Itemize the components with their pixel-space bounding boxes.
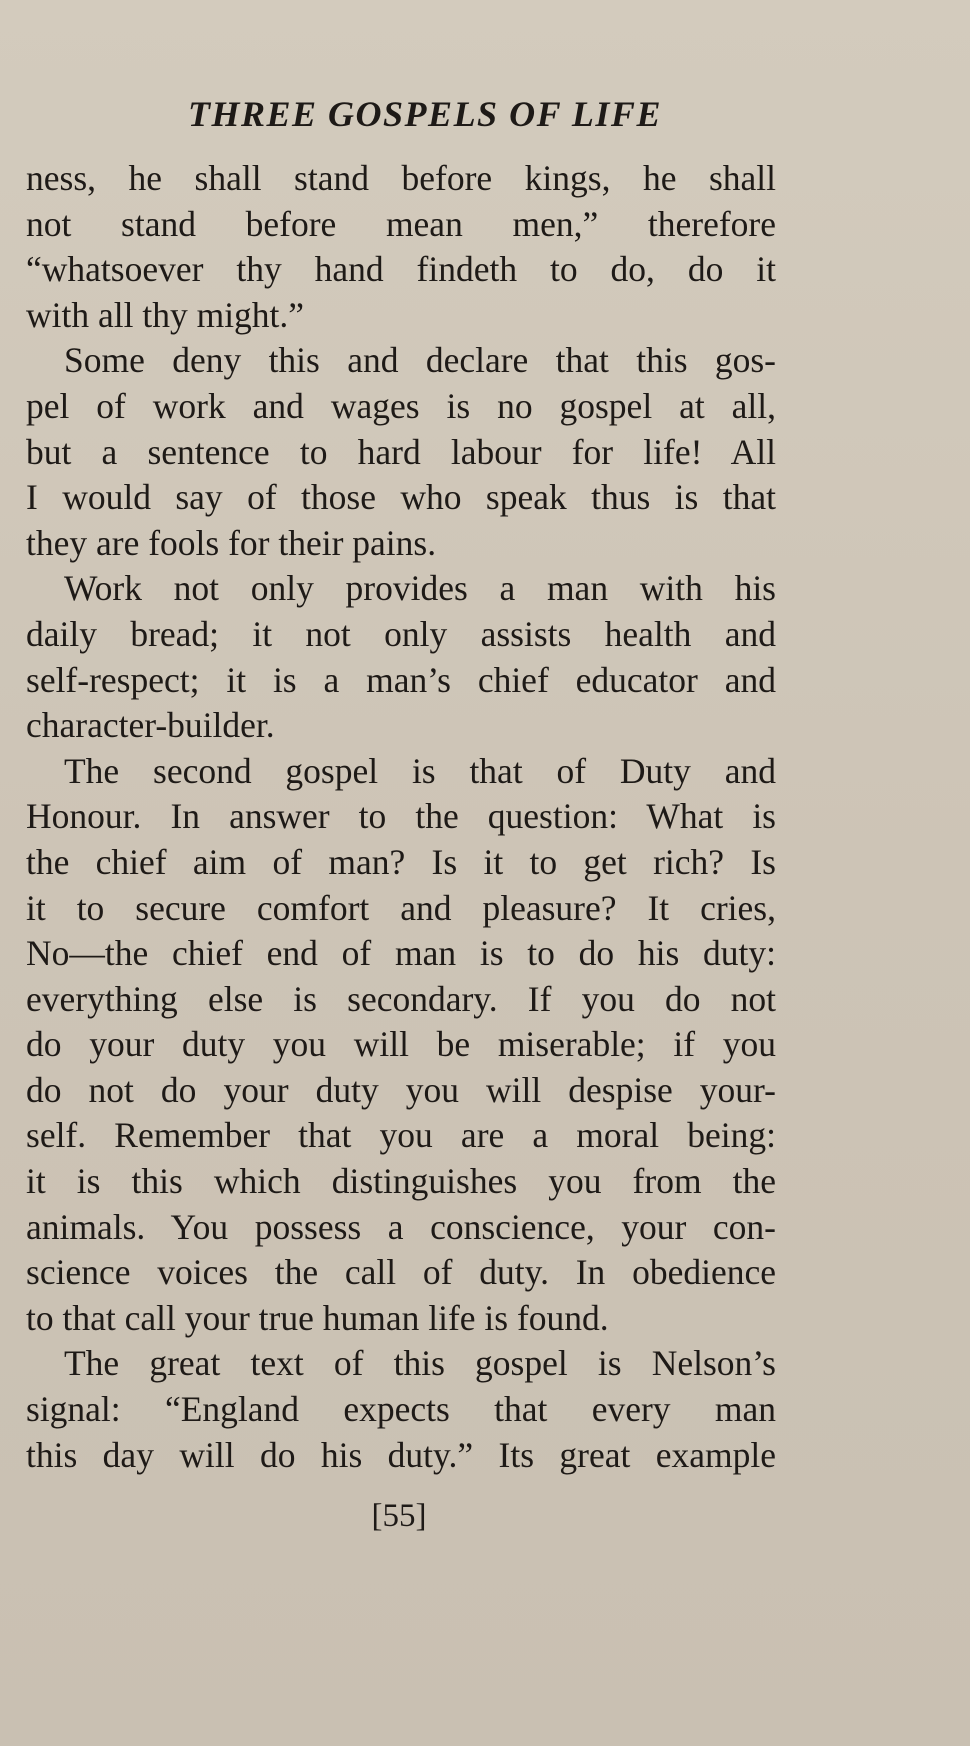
text-line: but a sentence to hard labour for life! All: [26, 431, 776, 472]
text-line: The great text of this gospel is Nelson’s: [64, 1343, 776, 1384]
text-line: character-builder.: [26, 705, 275, 746]
text-line: it is this which distinguishes you from the: [26, 1161, 776, 1202]
text-line: it to secure comfort and pleasure? It cries,: [26, 887, 776, 928]
text-line: they are fools for their pains.: [26, 522, 437, 563]
text-line: do not do your duty you will despise your-: [26, 1069, 776, 1110]
text-line: daily bread; it not only assists health and: [26, 613, 776, 654]
text-line: Some deny this and declare that this gos-: [64, 340, 776, 381]
text-line: The second gospel is that of Duty and: [64, 750, 776, 791]
running-head: THREE GOSPELS OF LIFE: [188, 94, 662, 134]
text-line: signal: “England expects that every man: [26, 1389, 776, 1430]
text-line: No—the chief end of man is to do his duty:: [26, 933, 776, 974]
text-line: science voices the call of duty. In obedience: [26, 1252, 776, 1293]
body-text: [26, 156, 776, 1478]
text-line: pel of work and wages is no gospel at all,: [26, 385, 776, 426]
text-line: I would say of those who speak thus is that: [26, 477, 776, 518]
text-line: self-respect; it is a man’s chief educator and: [26, 659, 776, 700]
text-line: “whatsoever thy hand findeth to do, do it: [26, 249, 776, 290]
text-line: this day will do his duty.” Its great example: [26, 1434, 776, 1475]
page-number: [55]: [371, 1498, 427, 1534]
text-line: self. Remember that you are a moral being:: [26, 1115, 776, 1156]
text-line: to that call your true human life is found.: [26, 1297, 609, 1338]
text-line: animals. You possess a conscience, your con-: [26, 1206, 776, 1247]
text-line: everything else is secondary. If you do not: [26, 978, 776, 1019]
text-line: do your duty you will be miserable; if you: [26, 1024, 776, 1065]
text-line: Honour. In answer to the question: What is: [26, 796, 776, 837]
text-line: not stand before mean men,” therefore: [26, 203, 776, 244]
text-line: with all thy might.”: [26, 294, 305, 335]
text-line: Work not only provides a man with his: [64, 568, 776, 609]
text-line: the chief aim of man? Is it to get rich? Is: [26, 841, 776, 882]
text-line: ness, he shall stand before kings, he shall: [26, 158, 776, 198]
